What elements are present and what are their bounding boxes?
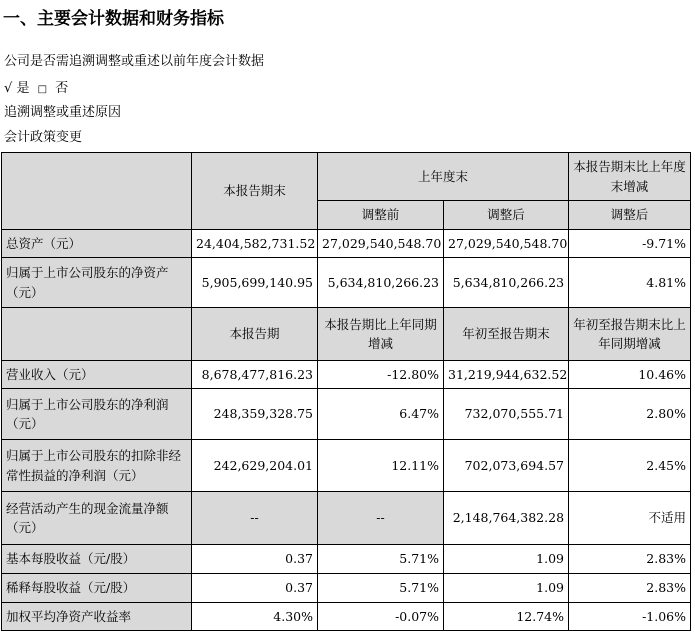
reason-label: 追溯调整或重述原因 bbox=[4, 105, 122, 120]
cell-ytd: 1.09 bbox=[444, 545, 569, 574]
row-label: 归属于上市公司股东的净利润（元） bbox=[2, 389, 192, 440]
cell-change: 4.81% bbox=[569, 258, 691, 308]
cell-current-yoy: -- bbox=[318, 492, 444, 545]
cell-ytd-yoy: -1.06% bbox=[569, 603, 691, 631]
cell-after-adjustment: 5,634,810,266.23 bbox=[444, 258, 569, 308]
cell-current: 8,678,477,816.23 bbox=[192, 361, 318, 389]
header-change-after-adjustment: 调整后 bbox=[569, 201, 691, 230]
cell-current: 0.37 bbox=[192, 574, 318, 603]
cell-current: -- bbox=[192, 492, 318, 545]
cell-current-yoy: 5.71% bbox=[318, 545, 444, 574]
cell-ytd: 702,073,694.57 bbox=[444, 440, 569, 492]
cell-current-yoy: 6.47% bbox=[318, 389, 444, 440]
reason-value: 会计政策变更 bbox=[4, 130, 83, 145]
table-row bbox=[2, 603, 691, 631]
cell-current: 24,404,582,731.52 bbox=[192, 230, 318, 258]
cell-current: 5,905,699,140.95 bbox=[192, 258, 318, 308]
header-current-period-end: 本报告期末 bbox=[192, 153, 318, 230]
cell-change: -9.71% bbox=[569, 230, 691, 258]
cell-current-yoy: -0.07% bbox=[318, 603, 444, 631]
table-row bbox=[2, 361, 691, 389]
cell-after-adjustment: 27,029,540,548.70 bbox=[444, 230, 569, 258]
table-row bbox=[2, 389, 691, 440]
cell-before-adjustment: 27,029,540,548.70 bbox=[318, 230, 444, 258]
cell-ytd-yoy: 2.45% bbox=[569, 440, 691, 492]
restate-answer bbox=[4, 77, 68, 96]
header-current-yoy: 本报告期比上年同期增减 bbox=[318, 308, 444, 361]
balance-header-row bbox=[2, 153, 691, 201]
cell-current-yoy: 12.11% bbox=[318, 440, 444, 492]
row-label: 经营活动产生的现金流量净额（元） bbox=[2, 492, 192, 545]
cell-current-yoy: -12.80% bbox=[318, 361, 444, 389]
cell-ytd-yoy: 2.83% bbox=[569, 574, 691, 603]
cell-current: 4.30% bbox=[192, 603, 318, 631]
cell-before-adjustment: 5,634,810,266.23 bbox=[318, 258, 444, 308]
cell-ytd: 2,148,764,382.28 bbox=[444, 492, 569, 545]
cell-current: 242,629,204.01 bbox=[192, 440, 318, 492]
row-label: 营业收入（元） bbox=[2, 361, 192, 389]
table-row bbox=[2, 545, 691, 574]
cell-ytd-yoy: 10.46% bbox=[569, 361, 691, 389]
yes-check-mark: √ bbox=[4, 81, 13, 96]
header-before-adjustment: 调整前 bbox=[318, 201, 444, 230]
table-row bbox=[2, 492, 691, 545]
table-row bbox=[2, 230, 691, 258]
restate-question: 公司是否需追溯调整或重述以前年度会计数据 bbox=[4, 54, 265, 69]
cell-ytd-yoy: 不适用 bbox=[569, 492, 691, 545]
cell-ytd: 31,219,944,632.52 bbox=[444, 361, 569, 389]
header-ytd-yoy: 年初至报告期末比上年同期增减 bbox=[569, 308, 691, 361]
row-label: 总资产（元） bbox=[2, 230, 192, 258]
table-row bbox=[2, 574, 691, 603]
header-prior-year-end: 上年度末 bbox=[318, 153, 569, 201]
cell-ytd: 12.74% bbox=[444, 603, 569, 631]
cell-current-yoy: 5.71% bbox=[318, 574, 444, 603]
row-label: 稀释每股收益（元/股） bbox=[2, 574, 192, 603]
cell-current: 0.37 bbox=[192, 545, 318, 574]
row-label: 归属于上市公司股东的扣除非经常性损益的净利润（元） bbox=[2, 440, 192, 492]
corner-cell bbox=[2, 308, 192, 361]
row-label: 归属于上市公司股东的净资产（元） bbox=[2, 258, 192, 308]
header-change-vs-prior-year-end: 本报告期末比上年度末增减 bbox=[569, 153, 691, 201]
table-row bbox=[2, 440, 691, 492]
header-current-period: 本报告期 bbox=[192, 308, 318, 361]
cell-ytd-yoy: 2.80% bbox=[569, 389, 691, 440]
yes-label: 是 bbox=[16, 81, 30, 96]
cell-ytd: 1.09 bbox=[444, 574, 569, 603]
row-label: 基本每股收益（元/股） bbox=[2, 545, 192, 574]
row-label: 加权平均净资产收益率 bbox=[2, 603, 192, 631]
header-ytd: 年初至报告期末 bbox=[444, 308, 569, 361]
financial-data-table bbox=[1, 152, 691, 631]
table-row bbox=[2, 258, 691, 308]
cell-ytd: 732,070,555.71 bbox=[444, 389, 569, 440]
corner-cell bbox=[2, 153, 192, 230]
header-after-adjustment: 调整后 bbox=[444, 201, 569, 230]
section-title: 一、主要会计数据和财务指标 bbox=[3, 9, 224, 29]
cell-ytd-yoy: 2.83% bbox=[569, 545, 691, 574]
cell-current: 248,359,328.75 bbox=[192, 389, 318, 440]
no-label: 否 bbox=[55, 81, 69, 96]
period-header-row bbox=[2, 308, 691, 361]
no-checkbox-icon: □ bbox=[37, 84, 48, 95]
